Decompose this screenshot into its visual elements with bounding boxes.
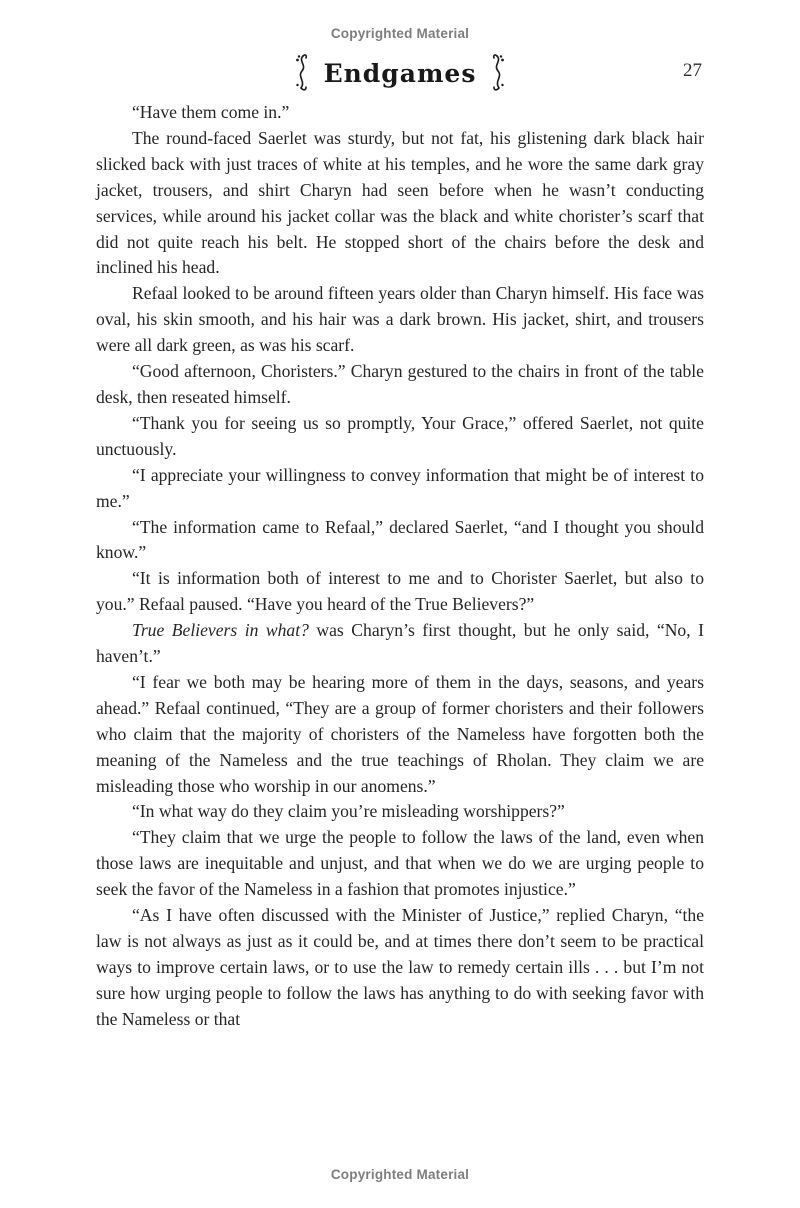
paragraph: Refaal looked to be around fifteen years older than Charyn himself. His face was oval, his skin smooth, and his hair was a dark brown. His jacket, shirt, and trousers were all dark green, as was his scarf. — [96, 283, 704, 356]
paragraph: “It is information both of interest to me and to Chorister Saerlet, but also to you.” Refaal paused. “Have you heard of the True Believers?” — [96, 568, 704, 615]
vine-ornament-right-icon — [490, 52, 506, 94]
paragraph: “I appreciate your willingness to convey information that might be of interest to me.” — [96, 464, 704, 511]
body-text — [96, 100, 704, 1033]
copyright-notice-bottom: Copyrighted Material — [330, 1167, 470, 1182]
book-title: Endgames — [323, 58, 477, 88]
paragraph: The round-faced Saerlet was sturdy, but not fat, his glistening dark black hair slicked back with just traces of white at his temples, and he wore the same dark gray jacket, trousers, and shirt Charyn had seen before when he wasn’t conducting services, while around his jacket collar was the black and white chorister’s scarf that did not quite reach his belt. He stopped short of the chairs before the desk and inclined his head. — [96, 127, 704, 278]
paragraph-text: was Charyn’s first thought, but he only said, “No, I haven’t.” — [96, 620, 704, 667]
paragraph: “They claim that we urge the people to follow the laws of the land, even when those laws are inequitable and unjust, and that when we do we are urging people to seek the favor of the Nameless in a fashion that promotes injustice.” — [96, 827, 704, 900]
copyright-notice-top: Copyrighted Material — [330, 26, 470, 41]
title-group — [96, 52, 704, 94]
paragraph — [96, 618, 704, 670]
paragraph: “Have them come in.” — [132, 102, 290, 122]
page-number: 27 — [683, 60, 702, 81]
paragraph: “Thank you for seeing us so promptly, Your Grace,” offered Saerlet, not quite unctuously. — [96, 412, 704, 459]
paragraph: “I fear we both may be hearing more of them in the days, seasons, and years ahead.” Refaal continued, “They are a group of former choristers and their followers who claim that the majority of choristers of the Nameless have forgotten both the meaning of the Nameless and the true teachings of Rholan. They claim we are misleading those who worship in our anomens.” — [96, 671, 704, 796]
paragraph: “In what way do they claim you’re misleading worshippers?” — [132, 801, 565, 822]
page-header — [96, 52, 704, 98]
paragraph: “The information came to Refaal,” declared Saerlet, “and I thought you should know.” — [96, 516, 704, 563]
paragraph: “As I have often discussed with the Minister of Justice,” replied Charyn, “the law is not always as just as it could be, and at times there don’t seem to be practical ways to improve certain laws, or to use the law to remedy certain ills . . . but I’m not sure how urging people to follow the laws has anything to do with seeking favor with the Nameless or that — [96, 905, 704, 1029]
paragraph: “Good afternoon, Choristers.” Charyn gestured to the chairs in front of the table desk, then reseated himself. — [96, 361, 704, 407]
italic-thought: True Believers in what? — [132, 620, 309, 641]
vine-ornament-left-icon — [294, 52, 310, 94]
